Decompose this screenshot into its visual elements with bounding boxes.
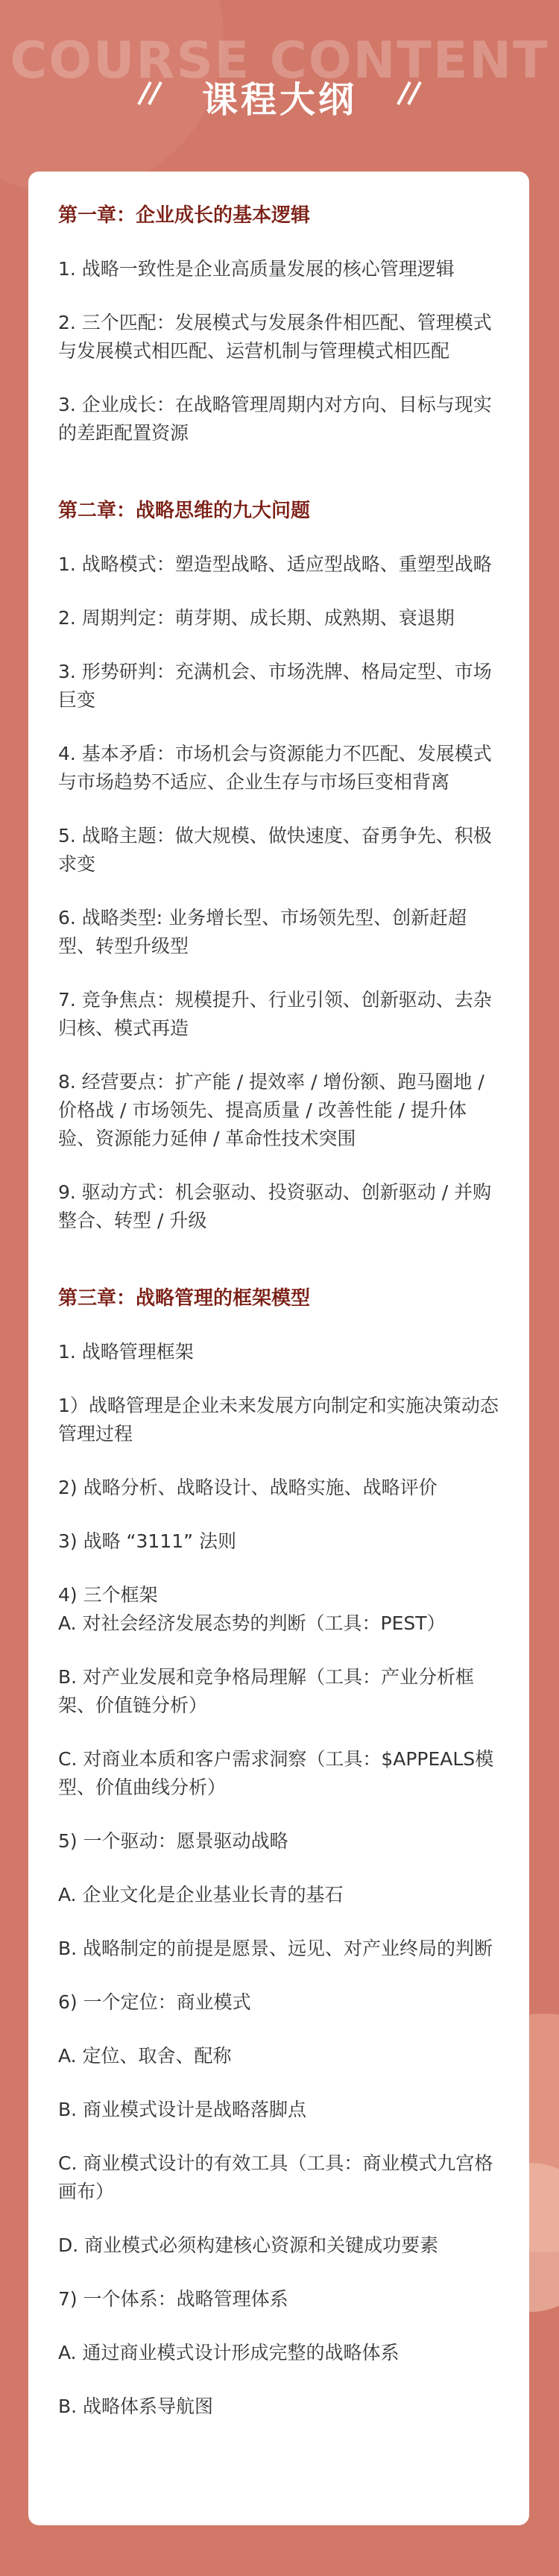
list-item: 4) 三个框架 [58,1584,158,1606]
list-item: 2. 周期判定：萌芽期、成长期、成熟期、衰退期 [58,607,455,629]
outline-card [28,172,529,2525]
header [0,0,559,172]
list-item: 8. 经营要点：扩产能 / 提效率 / 增份额、跑马圈地 / 价格战 / 市场领先、提高质量 / 改善性能 / 提升体验、资源能力延伸 / 革命性技术突围 [58,1071,484,1149]
list-item: A. 对社会经济发展态势的判断（工具：PEST） [58,1612,446,1634]
list-item: 2. 三个匹配：发展模式与发展条件相匹配、管理模式与发展模式相匹配、运营机制与管理模式相匹配 [58,312,492,362]
list-item: 3. 企业成长：在战略管理周期内对方向、目标与现实的差距配置资源 [58,394,492,444]
header-bg-text: COURSE CONTENT [10,31,549,90]
list-item: 6. 战略类型: 业务增长型、市场领先型、创新赶超型、转型升级型 [58,907,467,957]
list-item: 1. 战略一致性是企业高质量发展的核心管理逻辑 [58,258,455,280]
list-item: 1）战略管理是企业未来发展方向制定和实施决策动态管理过程 [58,1395,499,1445]
chapter-3 [58,1284,499,2421]
list-item: 6) 一个定位：商业模式 [58,1991,251,2013]
list-item: 9. 驱动方式：机会驱动、投资驱动、创新驱动 / 并购整合、转型 / 升级 [58,1181,492,1231]
double-slash-icon [394,81,431,106]
list-item: 1. 战略模式：塑造型战略、适应型战略、重塑型战略 [58,553,492,575]
list-item: 7. 竞争焦点：规模提升、行业引领、创新驱动、去杂归核、模式再造 [58,989,492,1039]
list-item: C. 对商业本质和客户需求洞察（工具：$APPEALS模型、价值曲线分析） [58,1748,494,1798]
chapter-title: 第二章：战略思维的九大问题 [58,500,311,522]
list-item: 5) 一个驱动：愿景驱动战略 [58,1830,288,1852]
list-item: D. 商业模式必须构建核心资源和关键成功要素 [58,2234,439,2256]
list-item: A. 通过商业模式设计形成完整的战略体系 [58,2342,399,2363]
list-item: B. 战略体系导航图 [58,2396,214,2417]
list-item: 4. 基本矛盾：市场机会与资源能力不匹配、发展模式与市场趋势不适应、企业生存与市场巨变相背离 [58,743,492,793]
page-title: 课程大纲 [201,79,357,121]
list-item: A. 企业文化是企业基业长青的基石 [58,1884,344,1906]
list-item: 5. 战略主题：做大规模、做快速度、奋勇争先、积极求变 [58,825,492,875]
list-item: 3) 战略 “3111” 法则 [58,1530,237,1552]
chapter-1 [58,201,499,447]
list-item: B. 对产业发展和竞争格局理解（工具：产业分析框架、价值链分析） [58,1666,475,1716]
outline-content [28,172,529,2421]
list-item: 2) 战略分析、战略设计、战略实施、战略评价 [58,1477,438,1498]
chapter-2 [58,497,499,1235]
chapter-title: 第一章：企业成长的基本逻辑 [58,204,311,227]
list-item: B. 商业模式设计是战略落脚点 [58,2099,307,2120]
list-item: 3. 形势研判：充满机会、市场洗牌、格局定型、市场巨变 [58,661,492,711]
chapter-title: 第三章：战略管理的框架模型 [58,1287,311,1310]
list-item: 7) 一个体系：战略管理体系 [58,2288,288,2310]
list-item: A. 定位、取舍、配称 [58,2045,232,2067]
list-item: C. 商业模式设计的有效工具（工具：商业模式九宫格画布） [58,2152,493,2202]
list-item: 1. 战略管理框架 [58,1341,194,1363]
list-item: B. 战略制定的前提是愿景、远见、对产业终局的判断 [58,1938,493,1959]
